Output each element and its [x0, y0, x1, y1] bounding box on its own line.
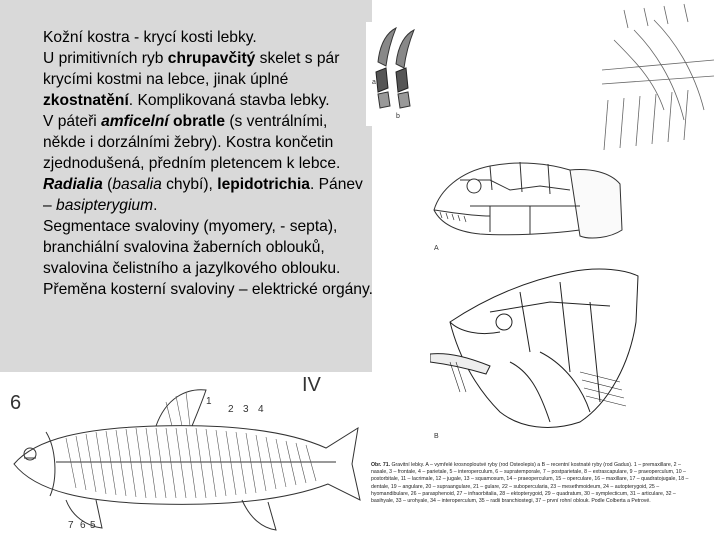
caption-title: Obr. 71. — [371, 462, 391, 468]
term-chrupavcity: chrupavčitý — [167, 50, 256, 67]
label-a-small: a — [372, 79, 376, 86]
term-obratle: obratle — [173, 113, 226, 130]
term-lepidotrichia: lepidotrichia — [217, 176, 310, 193]
term-amficelni: amficelní — [101, 113, 169, 130]
term-basipterygium: basipterygium — [56, 197, 154, 214]
text-muscles: Segmentace svaloviny (myomery, - septa), branchiální svalovina žaberních oblouků, svalovina čelistního a jazylkového oblouku. Přeměna kosterní svaloviny – elektrické orgány. — [43, 218, 373, 298]
term-radialia: Radialia — [43, 176, 103, 193]
caption-body: Gravitní lebky. A – vymřelé krosnoploutvé ryby (rod Osteolepis) a B – recentní kostnaté ryby (rod Gadus). 1 – premaxillare, 2 – nasale, 3 – frontale, 4 – parietale, 5 – interoperculum, 6 – supratemporale, 7 – postparietale, 8 – extrascapulare, 9 – praeoperculum, 10 – postorbitale, 11 – lacrimale, 12 – jugale, 13 – squamosum, 14 – praeoperculum, 15 – operculare, 16 – maxillare, 17 – quadratojugale, 18 – dentale, 19 – angulare, 20 – supraangulare, 21 – gulare, 22 – subopercularia, 23 – mesethmoideum, 24 – autopterygoid, 25 – hyomandibulare, 26 – parasphenoid, 27 – infraorbitalia, 28 – ektopterygoid, 29 – quadratum, 30 – symplecticum, 31 – articulare, 32 – basihyale, 33 – urohyale, 34 – interoperculum, 35 – radii branchiostegi, 37 – první rohní oblouk. Podle Colberta a Petrové. — [371, 462, 689, 505]
label-figure-6: 6 — [10, 392, 22, 414]
label-skull-b: B — [434, 433, 439, 440]
fin-ray-figure — [366, 22, 426, 126]
fish-label-5: 5 — [90, 520, 96, 531]
term-basalia: basalia — [112, 176, 162, 193]
fish-label-4: 4 — [258, 404, 264, 415]
term-zkostnateni: zkostnatění — [43, 92, 129, 109]
vertebral-column-sketch — [594, 0, 720, 170]
figure-caption — [371, 462, 689, 505]
fish-label-7: 7 — [68, 520, 74, 531]
label-roman-iv: IV — [302, 374, 321, 396]
fish-label-6: 6 — [80, 520, 86, 531]
fish-label-1: 1 — [206, 396, 212, 407]
fish-label-2: 2 — [228, 404, 234, 415]
body-text: Kožní kostra - krycí kosti lebky. U primitivních ryb chrupavčitý skelet s pár krycími kostmi na lebce, jinak úplné zkostnatění. Komplikovaná stavba lebky. V páteři amficelní obratle (s ventrálními, někde i dorzálními žebry). Kostra končetin zjednodušená, předním pletencem k lebce. Radialia (basalia chybí), lepidotrichia. Pánev – basipterygium. Segmentace svaloviny (myomery, - septa), branchiální svalovina žaberních oblouků, svalovina čelistního a jazylkového oblouku. Přeměna kosterní svaloviny – elektrické orgány. — [43, 29, 373, 298]
skull-b-gadus — [430, 262, 644, 444]
text-line-1: Kožní kostra - krycí kosti lebky. — [43, 29, 257, 46]
fish-label-3: 3 — [243, 404, 249, 415]
label-b-small: b — [396, 113, 400, 120]
label-skull-a: A — [434, 245, 439, 252]
fish-skeleton — [6, 388, 370, 538]
skull-a-osteolepis — [430, 150, 626, 256]
